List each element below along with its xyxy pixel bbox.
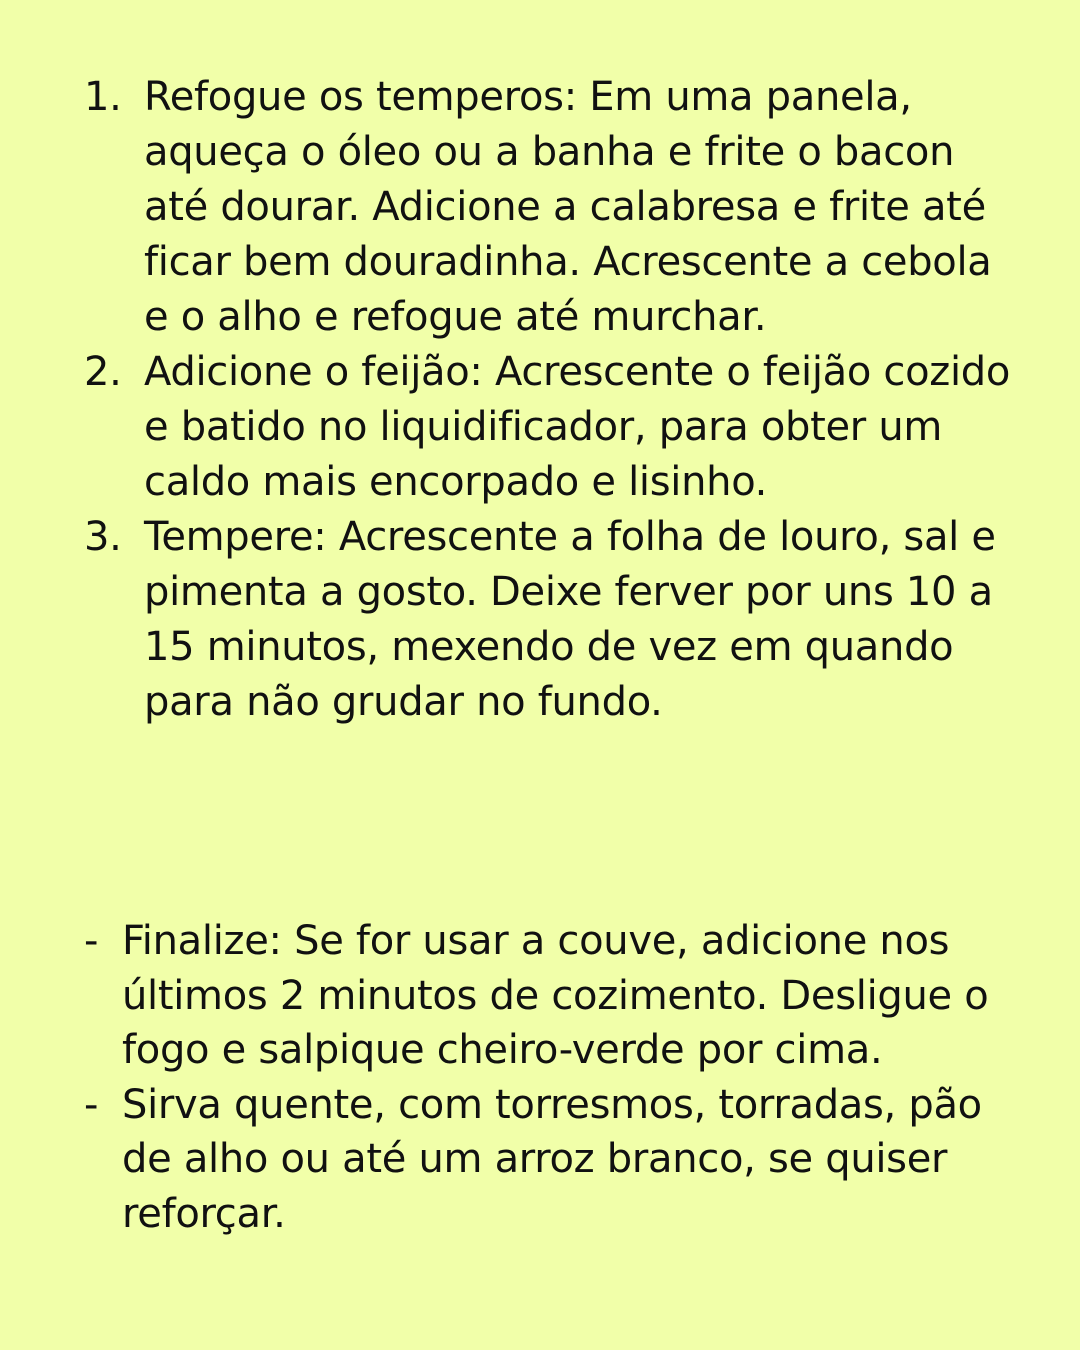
- dash-bullet: -: [84, 1081, 99, 1128]
- step-number: 3.: [84, 514, 122, 560]
- note-text: Finalize: Se for usar a couve, adicione nos últimos 2 minutos de cozimento. Desligue o fogo e salpique cheiro-verde por cima.: [122, 918, 989, 1073]
- step-text: Adicione o feijão: Acrescente o feijão cozido e batido no liquidificador, para obter um caldo mais encorpado e lisinho.: [144, 349, 1011, 505]
- note-text: Sirva quente, com torresmos, torradas, pão de alho ou até um arroz branco, se quiser reforçar.: [122, 1081, 982, 1237]
- step-number: 2.: [84, 349, 122, 395]
- recipe-steps-list: [84, 70, 1024, 730]
- recipe-note-finalize: [84, 914, 1024, 1078]
- recipe-step-1: [84, 70, 1024, 345]
- step-text: Tempere: Acrescente a folha de louro, sal e pimenta a gosto. Deixe ferver por uns 10 a 15 minutos, mexendo de vez em quando para não grudar no fundo.: [144, 514, 996, 725]
- step-text: Refogue os temperos: Em uma panela, aqueça o óleo ou a banha e frite o bacon até dourar. Adicione a calabresa e frite até ficar bem douradinha. Acrescente a cebola e o alho e refogue até murchar.: [144, 74, 992, 340]
- recipe-step-2: [84, 345, 1024, 510]
- recipe-note-serve: [84, 1078, 1024, 1242]
- step-number: 1.: [84, 74, 122, 120]
- recipe-notes-list: [84, 914, 1024, 1241]
- dash-bullet: -: [84, 918, 99, 964]
- recipe-step-3: [84, 510, 1024, 730]
